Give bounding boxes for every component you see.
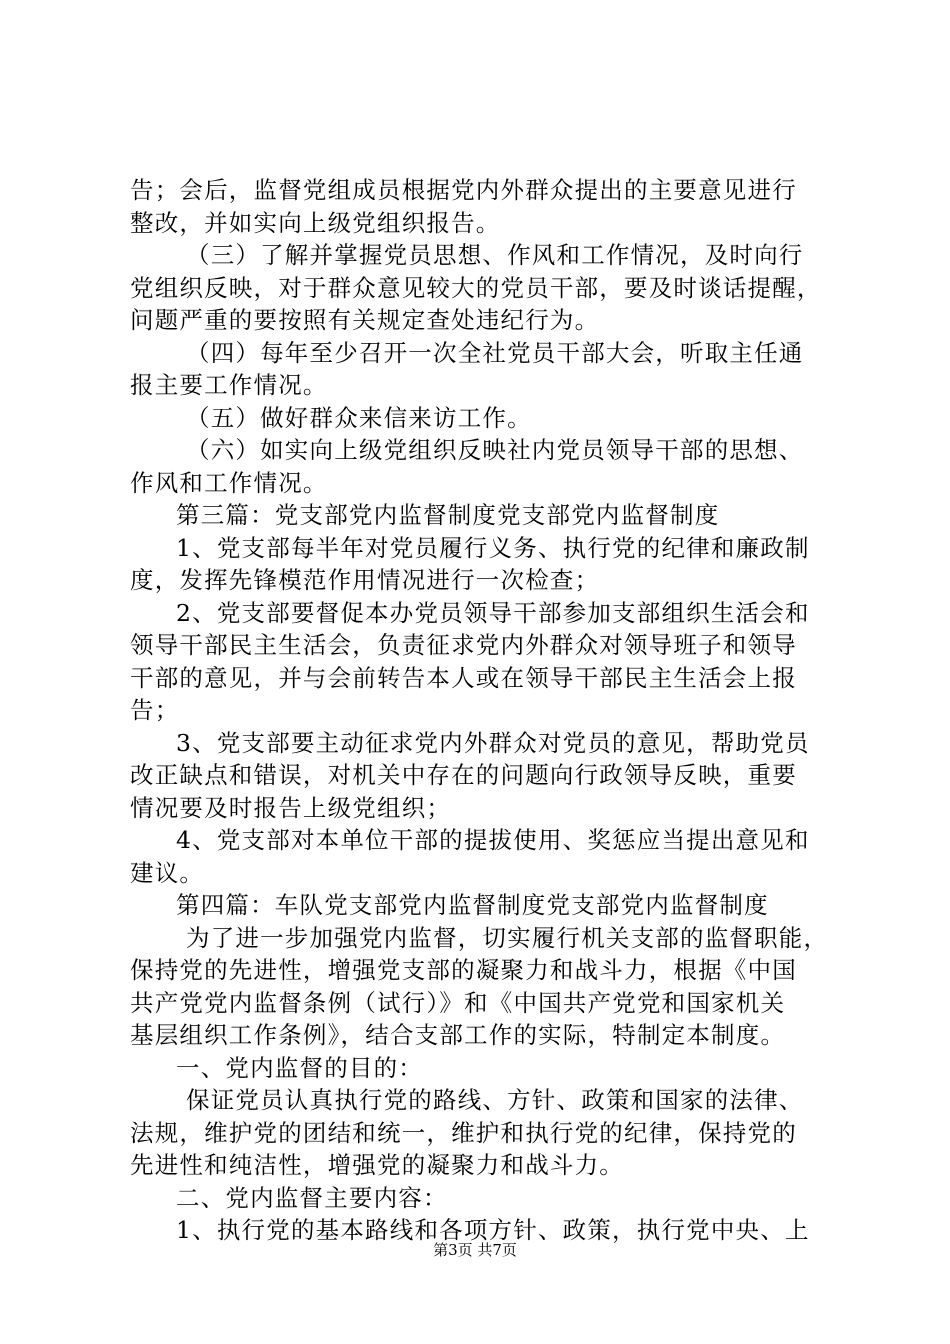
text-line: 第四篇：车队党支部党内监督制度党支部党内监督制度	[176, 891, 769, 919]
text-line: 先进性和纯洁性，增强党的凝聚力和战斗力。	[130, 1151, 624, 1179]
text-line: 共产党党内监督条例（试行）》和《中国共产党党和国家机关	[130, 988, 786, 1017]
text-line: 4、党支部对本单位干部的提拔使用、奖惩应当提出意见和	[176, 826, 810, 854]
text-line: （六）如实向上级党组织反映社内党员领导干部的思想、	[186, 436, 804, 464]
text-line: 党组织反映，对于群众意见较大的党员干部，要及时谈话提醒，	[130, 273, 822, 302]
text-line: 整改，并如实向上级党组织报告。	[130, 208, 501, 237]
text-line: 基层组织工作条例》，结合支部工作的实际，特制定本制度。	[130, 1021, 786, 1049]
page-footer: 第3页 共7页	[433, 1241, 517, 1259]
text-line: 为了进一步加强党内监督，切实履行机关支部的监督职能，	[186, 923, 829, 952]
text-line: 保证党员认真执行党的路线、方针、政策和国家的法律、	[186, 1086, 804, 1114]
text-line: 法规，维护党的团结和统一，维护和执行党的纪律，保持党的	[130, 1118, 797, 1147]
text-line: 情况要及时报告上级党组织；	[130, 793, 452, 822]
text-line: （三）了解并掌握党员思想、作风和工作情况，及时向行	[186, 241, 804, 269]
text-line: 2、党支部要督促本办党员领导干部参加支部组织生活会和	[176, 598, 810, 627]
text-line: 干部的意见，并与会前转告本人或在领导干部民主生活会上报	[130, 663, 797, 692]
text-line: 保持党的先进性，增强党支部的凝聚力和战斗力，根据《中国	[130, 956, 797, 984]
text-line: 作风和工作情况。	[130, 468, 328, 497]
text-line: 改正缺点和错误，对机关中存在的问题向行政领导反映，重要	[130, 761, 797, 789]
text-line: 二、党内监督主要内容：	[176, 1183, 448, 1212]
text-line: 第三篇：党支部党内监督制度党支部党内监督制度	[176, 501, 720, 529]
text-line: 报主要工作情况。	[130, 371, 328, 399]
text-line: 告；	[130, 696, 180, 724]
text-line: 告；会后，监督党组成员根据党内外群众提出的主要意见进行	[130, 176, 797, 204]
text-line: （四）每年至少召开一次全社党员干部大会，听取主任通	[186, 338, 804, 367]
text-line: 3、党支部要主动征求党内外群众对党员的意见，帮助党员	[176, 728, 810, 757]
text-line: 建议。	[130, 858, 205, 887]
text-line: 一、党内监督的目的：	[176, 1053, 423, 1082]
text-line: （五）做好群众来信来访工作。	[186, 403, 532, 432]
text-line: 领导干部民主生活会，负责征求党内外群众对领导班子和领导	[130, 631, 797, 659]
document-body	[130, 174, 830, 1247]
text-line: 度，发挥先锋模范作用情况进行一次检查；	[130, 566, 600, 594]
text-line: 1、执行党的基本路线和各项方针、政策，执行党中央、上	[176, 1216, 810, 1244]
text-line: 问题严重的要按照有关规定查处违纪行为。	[130, 306, 600, 334]
text-line: 1、党支部每半年对党员履行义务、执行党的纪律和廉政制	[176, 533, 810, 562]
